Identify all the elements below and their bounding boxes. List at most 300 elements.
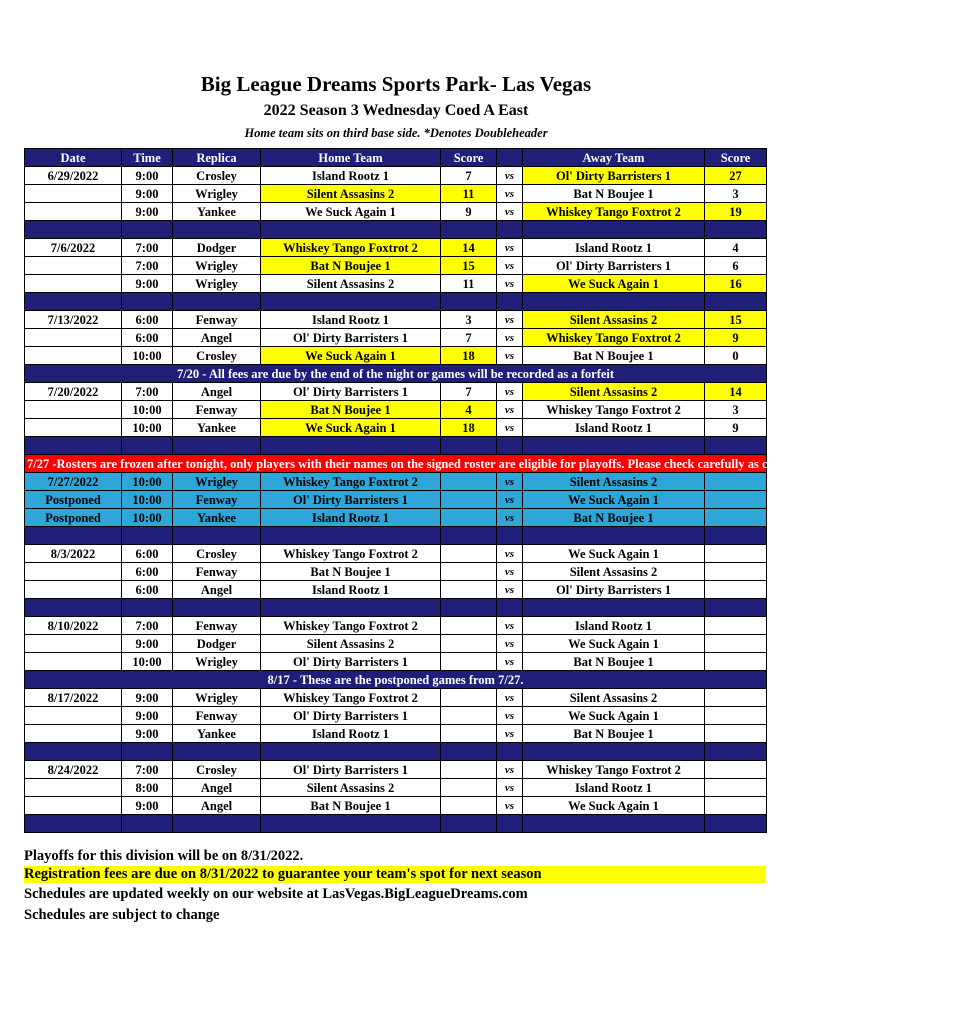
table-row — [25, 275, 767, 293]
replica-cell: Yankee — [173, 509, 261, 527]
table-row — [25, 779, 767, 797]
replica-cell: Crosley — [173, 761, 261, 779]
away-team-cell: Bat N Boujee 1 — [523, 653, 705, 671]
col-header-home-team: Home Team — [261, 149, 441, 167]
replica-cell: Angel — [173, 797, 261, 815]
replica-cell: Wrigley — [173, 185, 261, 203]
spacer-cell — [705, 743, 767, 761]
replica-cell: Crosley — [173, 347, 261, 365]
col-header-vs — [497, 149, 523, 167]
time-cell: 9:00 — [122, 797, 173, 815]
away-team-cell: Silent Assasins 2 — [523, 473, 705, 491]
col-header-home-score: Score — [441, 149, 497, 167]
spacer-cell — [441, 599, 497, 617]
date-cell: 6/29/2022 — [25, 167, 122, 185]
home-team-cell: Whiskey Tango Foxtrot 2 — [261, 473, 441, 491]
time-cell: 10:00 — [122, 509, 173, 527]
vs-cell: vs — [497, 635, 523, 653]
spacer-cell — [523, 527, 705, 545]
home-team-cell: Island Rootz 1 — [261, 581, 441, 599]
spacer-cell — [25, 221, 122, 239]
away-team-cell: Silent Assasins 2 — [523, 383, 705, 401]
home-score-cell: 4 — [441, 401, 497, 419]
home-score-cell: 11 — [441, 185, 497, 203]
home-score-cell: 7 — [441, 383, 497, 401]
spacer-cell — [523, 815, 705, 833]
date-cell — [25, 329, 122, 347]
vs-cell: vs — [497, 473, 523, 491]
replica-cell: Fenway — [173, 617, 261, 635]
date-cell: Postponed — [25, 491, 122, 509]
date-cell — [25, 779, 122, 797]
spacer-cell — [25, 437, 122, 455]
spacer-cell — [705, 527, 767, 545]
date-cell: 8/3/2022 — [25, 545, 122, 563]
spacer-cell — [25, 527, 122, 545]
replica-cell: Fenway — [173, 311, 261, 329]
table-row — [25, 185, 767, 203]
home-score-cell — [441, 491, 497, 509]
away-score-cell — [705, 779, 767, 797]
away-score-cell — [705, 617, 767, 635]
replica-cell: Angel — [173, 383, 261, 401]
replica-cell: Fenway — [173, 563, 261, 581]
spacer-cell — [497, 815, 523, 833]
spacer-cell — [523, 599, 705, 617]
spacer-cell — [122, 743, 173, 761]
spacer-cell — [705, 815, 767, 833]
home-team-cell: Island Rootz 1 — [261, 311, 441, 329]
away-team-cell: We Suck Again 1 — [523, 797, 705, 815]
away-score-cell — [705, 689, 767, 707]
time-cell: 10:00 — [122, 491, 173, 509]
away-team-cell: Bat N Boujee 1 — [523, 725, 705, 743]
spacer-cell — [523, 221, 705, 239]
replica-cell: Wrigley — [173, 257, 261, 275]
home-team-cell: We Suck Again 1 — [261, 419, 441, 437]
date-cell: 7/27/2022 — [25, 473, 122, 491]
alert-text: 7/27 -Rosters are frozen after tonight, only players with their names on the signed roster are eligible for playoffs. Please check carefully as changes will not be made for omissions. — [25, 455, 767, 473]
away-score-cell — [705, 653, 767, 671]
spacer-cell — [122, 221, 173, 239]
replica-cell: Wrigley — [173, 689, 261, 707]
date-cell — [25, 635, 122, 653]
away-team-cell: Bat N Boujee 1 — [523, 347, 705, 365]
time-cell: 6:00 — [122, 563, 173, 581]
home-team-cell: Silent Assasins 2 — [261, 779, 441, 797]
vs-cell: vs — [497, 491, 523, 509]
away-score-cell — [705, 707, 767, 725]
date-cell — [25, 419, 122, 437]
spacer-cell — [441, 743, 497, 761]
time-cell: 9:00 — [122, 203, 173, 221]
away-score-cell — [705, 761, 767, 779]
time-cell: 9:00 — [122, 635, 173, 653]
time-cell: 7:00 — [122, 257, 173, 275]
schedule-body — [25, 167, 972, 833]
alert-row — [25, 455, 767, 473]
time-cell: 7:00 — [122, 383, 173, 401]
away-team-cell: Silent Assasins 2 — [523, 563, 705, 581]
away-score-cell — [705, 509, 767, 527]
spacer-cell — [173, 527, 261, 545]
table-header-row — [25, 149, 767, 167]
spacer-row — [25, 527, 767, 545]
time-cell: 10:00 — [122, 653, 173, 671]
replica-cell: Yankee — [173, 419, 261, 437]
home-team-cell: Ol' Dirty Barristers 1 — [261, 329, 441, 347]
table-row — [25, 311, 767, 329]
vs-cell: vs — [497, 239, 523, 257]
away-score-cell: 9 — [705, 419, 767, 437]
schedule-table — [24, 148, 972, 833]
time-cell: 7:00 — [122, 617, 173, 635]
replica-cell: Fenway — [173, 491, 261, 509]
vs-cell: vs — [497, 167, 523, 185]
spacer-row — [25, 815, 767, 833]
replica-cell: Wrigley — [173, 473, 261, 491]
spacer-cell — [173, 815, 261, 833]
spacer-row — [25, 437, 767, 455]
date-cell — [25, 725, 122, 743]
vs-cell: vs — [497, 275, 523, 293]
home-team-cell: Bat N Boujee 1 — [261, 401, 441, 419]
date-cell — [25, 401, 122, 419]
spacer-cell — [173, 221, 261, 239]
time-cell: 9:00 — [122, 167, 173, 185]
home-score-cell — [441, 617, 497, 635]
spacer-row — [25, 221, 767, 239]
date-cell: 7/13/2022 — [25, 311, 122, 329]
replica-cell: Crosley — [173, 167, 261, 185]
table-row — [25, 419, 767, 437]
away-team-cell: Whiskey Tango Foxtrot 2 — [523, 761, 705, 779]
col-header-replica: Replica — [173, 149, 261, 167]
spacer-cell — [497, 293, 523, 311]
spacer-row — [25, 293, 767, 311]
table-row — [25, 329, 767, 347]
home-score-cell — [441, 509, 497, 527]
date-cell — [25, 581, 122, 599]
time-cell: 6:00 — [122, 545, 173, 563]
spacer-cell — [441, 221, 497, 239]
away-team-cell: Ol' Dirty Barristers 1 — [523, 257, 705, 275]
spacer-cell — [705, 221, 767, 239]
home-score-cell — [441, 473, 497, 491]
spacer-cell — [441, 815, 497, 833]
away-team-cell: Ol' Dirty Barristers 1 — [523, 167, 705, 185]
vs-cell: vs — [497, 617, 523, 635]
home-score-cell — [441, 779, 497, 797]
away-team-cell: Silent Assasins 2 — [523, 689, 705, 707]
table-row — [25, 563, 767, 581]
spacer-cell — [497, 743, 523, 761]
table-row — [25, 383, 767, 401]
home-team-cell: Whiskey Tango Foxtrot 2 — [261, 617, 441, 635]
spacer-cell — [523, 437, 705, 455]
notice-row — [25, 671, 767, 689]
replica-cell: Dodger — [173, 239, 261, 257]
home-score-cell — [441, 653, 497, 671]
date-cell — [25, 257, 122, 275]
time-cell: 9:00 — [122, 185, 173, 203]
table-row — [25, 725, 767, 743]
date-cell: 7/20/2022 — [25, 383, 122, 401]
website-note: Schedules are updated weekly on our website at LasVegas.BigLeagueDreams.com — [24, 886, 528, 902]
time-cell: 8:00 — [122, 779, 173, 797]
postponed-game-row — [25, 509, 767, 527]
home-score-cell — [441, 797, 497, 815]
date-cell — [25, 707, 122, 725]
replica-cell: Dodger — [173, 635, 261, 653]
spacer-cell — [261, 437, 441, 455]
change-note: Schedules are subject to change — [24, 907, 220, 923]
vs-cell: vs — [497, 257, 523, 275]
home-team-cell: Ol' Dirty Barristers 1 — [261, 761, 441, 779]
table-row — [25, 761, 767, 779]
spacer-cell — [261, 221, 441, 239]
away-team-cell: Bat N Boujee 1 — [523, 185, 705, 203]
home-score-cell: 18 — [441, 347, 497, 365]
spacer-cell — [441, 293, 497, 311]
home-score-cell: 7 — [441, 329, 497, 347]
vs-cell: vs — [497, 563, 523, 581]
table-row — [25, 689, 767, 707]
table-row — [25, 581, 767, 599]
home-score-cell: 15 — [441, 257, 497, 275]
page-title: Big League Dreams Sports Park- Las Vegas — [200, 72, 592, 96]
time-cell: 9:00 — [122, 275, 173, 293]
spacer-cell — [705, 437, 767, 455]
col-header-away-team: Away Team — [523, 149, 705, 167]
time-cell: 9:00 — [122, 725, 173, 743]
page-subtitle: 2022 Season 3 Wednesday Coed A East — [263, 102, 529, 119]
away-score-cell: 3 — [705, 401, 767, 419]
home-team-cell: We Suck Again 1 — [261, 347, 441, 365]
vs-cell: vs — [497, 419, 523, 437]
away-score-cell: 3 — [705, 185, 767, 203]
spacer-cell — [173, 437, 261, 455]
away-score-cell: 9 — [705, 329, 767, 347]
replica-cell: Angel — [173, 581, 261, 599]
date-cell — [25, 275, 122, 293]
away-score-cell — [705, 581, 767, 599]
away-team-cell: Island Rootz 1 — [523, 779, 705, 797]
spacer-cell — [261, 743, 441, 761]
date-cell — [25, 347, 122, 365]
date-cell: 8/10/2022 — [25, 617, 122, 635]
replica-cell: Yankee — [173, 725, 261, 743]
home-team-cell: Island Rootz 1 — [261, 509, 441, 527]
home-team-cell: Bat N Boujee 1 — [261, 797, 441, 815]
time-cell: 7:00 — [122, 239, 173, 257]
spacer-cell — [122, 527, 173, 545]
home-team-cell: Silent Assasins 2 — [261, 185, 441, 203]
spacer-cell — [261, 293, 441, 311]
table-row — [25, 203, 767, 221]
away-score-cell — [705, 797, 767, 815]
vs-cell: vs — [497, 707, 523, 725]
date-cell: 7/6/2022 — [25, 239, 122, 257]
home-team-cell: Ol' Dirty Barristers 1 — [261, 707, 441, 725]
time-cell: 10:00 — [122, 473, 173, 491]
home-score-cell — [441, 563, 497, 581]
table-row — [25, 257, 767, 275]
registration-note: Registration fees are due on 8/31/2022 to guarantee your team's spot for next season — [24, 866, 766, 883]
postponed-game-row — [25, 473, 767, 491]
home-team-cell: Bat N Boujee 1 — [261, 257, 441, 275]
spacer-cell — [497, 599, 523, 617]
spacer-cell — [25, 293, 122, 311]
spacer-cell — [173, 743, 261, 761]
away-team-cell: Ol' Dirty Barristers 1 — [523, 581, 705, 599]
spacer-cell — [705, 599, 767, 617]
spacer-cell — [261, 815, 441, 833]
col-header-date: Date — [25, 149, 122, 167]
spacer-cell — [25, 815, 122, 833]
away-score-cell: 6 — [705, 257, 767, 275]
spacer-cell — [25, 599, 122, 617]
date-cell: 8/24/2022 — [25, 761, 122, 779]
replica-cell: Yankee — [173, 203, 261, 221]
vs-cell: vs — [497, 509, 523, 527]
home-score-cell — [441, 761, 497, 779]
away-team-cell: We Suck Again 1 — [523, 545, 705, 563]
away-team-cell: Island Rootz 1 — [523, 617, 705, 635]
away-team-cell: Whiskey Tango Foxtrot 2 — [523, 329, 705, 347]
away-score-cell: 16 — [705, 275, 767, 293]
away-score-cell — [705, 545, 767, 563]
away-score-cell: 27 — [705, 167, 767, 185]
spacer-cell — [261, 599, 441, 617]
vs-cell: vs — [497, 311, 523, 329]
home-team-cell: Whiskey Tango Foxtrot 2 — [261, 545, 441, 563]
date-cell — [25, 797, 122, 815]
home-team-cell: Bat N Boujee 1 — [261, 563, 441, 581]
col-header-time: Time — [122, 149, 173, 167]
away-score-cell — [705, 635, 767, 653]
vs-cell: vs — [497, 329, 523, 347]
table-row — [25, 167, 767, 185]
vs-cell: vs — [497, 689, 523, 707]
vs-cell: vs — [497, 581, 523, 599]
table-row — [25, 239, 767, 257]
away-score-cell: 15 — [705, 311, 767, 329]
home-score-cell: 11 — [441, 275, 497, 293]
away-score-cell: 14 — [705, 383, 767, 401]
away-team-cell: Island Rootz 1 — [523, 239, 705, 257]
time-cell: 10:00 — [122, 419, 173, 437]
home-team-cell: Silent Assasins 2 — [261, 635, 441, 653]
home-score-cell — [441, 635, 497, 653]
home-score-cell — [441, 689, 497, 707]
home-team-cell: Whiskey Tango Foxtrot 2 — [261, 239, 441, 257]
date-cell — [25, 185, 122, 203]
away-team-cell: Whiskey Tango Foxtrot 2 — [523, 203, 705, 221]
table-row — [25, 653, 767, 671]
spacer-cell — [261, 527, 441, 545]
replica-cell: Wrigley — [173, 275, 261, 293]
table-row — [25, 797, 767, 815]
away-team-cell: We Suck Again 1 — [523, 275, 705, 293]
vs-cell: vs — [497, 401, 523, 419]
spacer-cell — [122, 293, 173, 311]
home-score-cell — [441, 725, 497, 743]
vs-cell: vs — [497, 203, 523, 221]
time-cell: 9:00 — [122, 689, 173, 707]
home-team-cell: Ol' Dirty Barristers 1 — [261, 383, 441, 401]
spacer-cell — [523, 293, 705, 311]
away-score-cell: 0 — [705, 347, 767, 365]
away-score-cell: 4 — [705, 239, 767, 257]
spacer-cell — [173, 293, 261, 311]
date-cell: 8/17/2022 — [25, 689, 122, 707]
away-score-cell — [705, 725, 767, 743]
time-cell: 7:00 — [122, 761, 173, 779]
spacer-cell — [497, 527, 523, 545]
home-score-cell — [441, 545, 497, 563]
away-team-cell: Bat N Boujee 1 — [523, 509, 705, 527]
spacer-cell — [497, 221, 523, 239]
home-team-cell: Whiskey Tango Foxtrot 2 — [261, 689, 441, 707]
vs-cell: vs — [497, 185, 523, 203]
time-cell: 10:00 — [122, 401, 173, 419]
table-row — [25, 617, 767, 635]
vs-cell: vs — [497, 347, 523, 365]
date-cell — [25, 653, 122, 671]
vs-cell: vs — [497, 779, 523, 797]
postponed-game-row — [25, 491, 767, 509]
time-cell: 6:00 — [122, 311, 173, 329]
spacer-cell — [122, 599, 173, 617]
home-score-cell — [441, 581, 497, 599]
away-team-cell: Island Rootz 1 — [523, 419, 705, 437]
away-score-cell — [705, 491, 767, 509]
vs-cell: vs — [497, 761, 523, 779]
home-score-cell: 7 — [441, 167, 497, 185]
home-score-cell — [441, 707, 497, 725]
time-cell: 10:00 — [122, 347, 173, 365]
home-score-cell: 3 — [441, 311, 497, 329]
vs-cell: vs — [497, 545, 523, 563]
spacer-row — [25, 743, 767, 761]
away-team-cell: We Suck Again 1 — [523, 491, 705, 509]
away-team-cell: We Suck Again 1 — [523, 707, 705, 725]
vs-cell: vs — [497, 653, 523, 671]
notice-row — [25, 365, 767, 383]
away-team-cell: Silent Assasins 2 — [523, 311, 705, 329]
home-team-cell: Island Rootz 1 — [261, 167, 441, 185]
time-cell: 9:00 — [122, 707, 173, 725]
replica-cell: Angel — [173, 329, 261, 347]
spacer-cell — [25, 743, 122, 761]
notice-text: 8/17 - These are the postponed games from 7/27. — [25, 671, 767, 689]
table-row — [25, 635, 767, 653]
vs-cell: vs — [497, 725, 523, 743]
schedule-note: Home team sits on third base side. *Denotes Doubleheader — [244, 126, 548, 140]
date-cell — [25, 203, 122, 221]
time-cell: 6:00 — [122, 329, 173, 347]
replica-cell: Wrigley — [173, 653, 261, 671]
table-row — [25, 545, 767, 563]
spacer-cell — [497, 437, 523, 455]
spacer-cell — [122, 815, 173, 833]
table-row — [25, 401, 767, 419]
table-row — [25, 347, 767, 365]
spacer-cell — [441, 437, 497, 455]
home-team-cell: Silent Assasins 2 — [261, 275, 441, 293]
table-row — [25, 707, 767, 725]
